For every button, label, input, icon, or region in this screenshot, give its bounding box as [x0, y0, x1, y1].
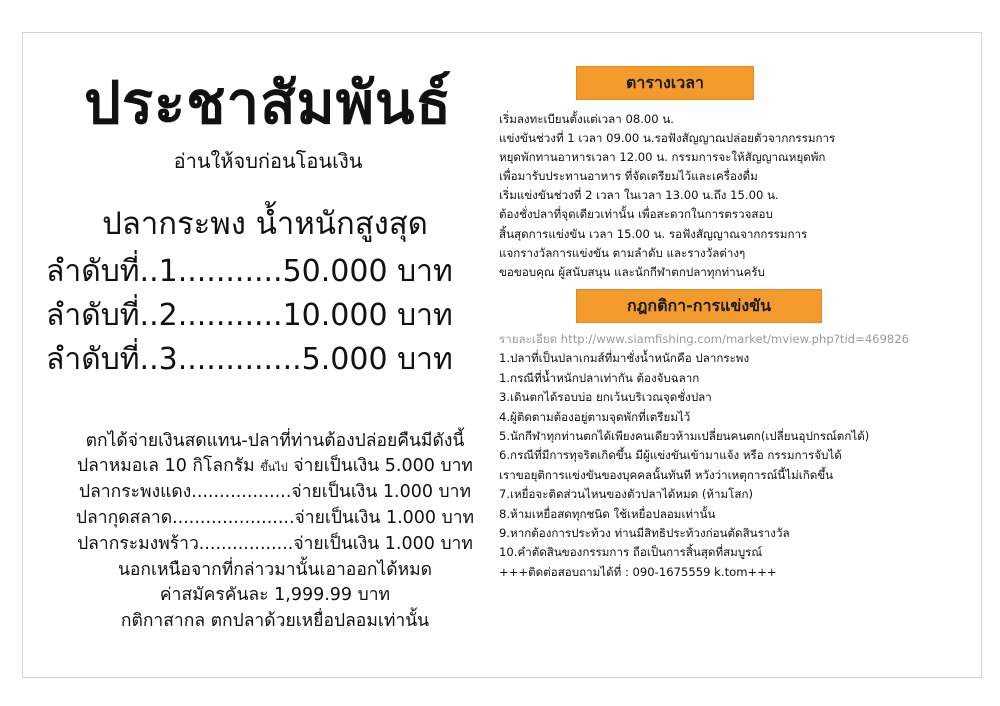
- rules-list: [499, 330, 974, 582]
- payout-1-amount: จ่ายเป็นเงิน 5.000 บาท: [293, 456, 473, 476]
- schedule-line: หยุดพักทานอาหารเวลา 12.00 น. กรรมการจะให้สัญญาณหยุดพัก: [499, 150, 826, 165]
- schedule-banner: ตารางเวลา: [576, 66, 754, 100]
- schedule-line: เริ่มแข่งขันช่วงที่ 2 เวลา ในเวลา 13.00 น.ถึง 15.00 น.: [499, 188, 779, 203]
- rules-summary: กติกาสากล ตกปลาด้วยเหยื่อปลอมเท่านั้น: [120, 611, 430, 631]
- schedule-line: ต้องชั่งปลาที่จุดเดียวเท่านั้น เพื่อสะดวกในการตรวจสอบ: [499, 207, 773, 222]
- rule-item: เราขอยุติการแข่งขันของบุคคลนั้นทันที หวังว่าเหตุการณ์นี้ไม่เกิดขึ้น: [499, 467, 834, 482]
- rule-item: 6.กรณีที่มีการทุจริตเกิดขึ้น มีผู้แข่งขันเข้ามาแจ้ง หรือ กรรมการจับได้: [499, 448, 842, 463]
- payout-1-fish: ปลาหมอเล 10 กิโลกรัม: [77, 456, 255, 476]
- page-title: ประชาสัมพันธ์: [84, 69, 452, 137]
- rule-item: 10.คำตัดสินของกรรมการ ถือเป็นการสิ้นสุดที่สมบูรณ์: [499, 545, 763, 560]
- rule-item: 8.ห้ามเหยื่อสดทุกชนิด ใช้เหยื่อปลอมเท่านั้น: [499, 506, 716, 521]
- prize-rank-2: ลำดับที่..2...........10.000 บาท: [46, 298, 453, 333]
- cash-note: ตกได้จ่ายเงินสดแทน-ปลาที่ท่านต้องปล่อยคืนมีดังนี้: [85, 431, 465, 451]
- rule-item: 9.หากต้องการประท้วง ท่านมีสิทธิประท้วงก่อนตัดสินรางวัล: [499, 526, 790, 541]
- rule-item: 4.ผู้ติดตามต้องอยู่ตามจุดพักที่เตรียมไว้: [499, 409, 691, 424]
- rule-item: 7.เหยื่อจะติดส่วนไหนของตัวปลาได้หมด (ห้ามโสก): [499, 487, 753, 502]
- schedule-line: สิ้นสุดการแข่งขัน เวลา 15.00 น. รอฟังสัญญาณจากกรรมการ: [499, 226, 808, 241]
- schedule-line: เริ่มลงทะเบียนตั้งแต่เวลา 08.00 น.: [499, 112, 674, 126]
- schedule-line: แจกรางวัลการแข่งขัน ตามลำดับ และรางวัลต่างๆ: [499, 245, 746, 260]
- schedule-line: เพื่อมารับประทานอาหาร ที่จัดเตรียมไว้และเครื่องดื่ม: [499, 169, 758, 184]
- entry-fee: ค่าสมัครคันละ 1,999.99 บาท: [159, 585, 391, 605]
- prize-headline: ปลากระพง น้ำหนักสูงสุด: [102, 206, 428, 242]
- extra-line-1: นอกเหนือจากที่กล่าวมานั้นเอาออกได้หมด: [117, 560, 433, 580]
- schedule-line: ขอขอบคุณ ผู้สนับสนุน และนักกีฬาตกปลาทุกท่านครับ: [499, 264, 765, 279]
- details-link[interactable]: รายละเอียด http://www.siamfishing.com/market/mview.php?tid=469826: [499, 332, 909, 346]
- contact-line: +++ติดต่อสอบถามได้ที่ : 090-1675559 k.tom+++: [499, 564, 777, 579]
- payout-1-qualifier: ขึ้นไป: [260, 461, 288, 474]
- rules-banner: กฎกติกา-การแข่งขัน: [576, 289, 822, 323]
- rule-item: 3.เดินตกได้รอบบ่อ ยกเว้นบริเวณจุดชั่งปลา: [499, 390, 712, 405]
- page-subtitle: อ่านให้จบก่อนโอนเงิน: [173, 149, 363, 173]
- schedule-line: แข่งขันช่วงที่ 1 เวลา 09.00 น.รอฟังสัญญาณปล่อยตัวจากกรรมการ: [499, 131, 836, 146]
- payout-line-3: ปลากุดสลาด......................จ่ายเป็นเงิน 1.000 บาท: [75, 508, 475, 528]
- prize-rank-1: ลำดับที่..1...........50.000 บาท: [46, 254, 453, 289]
- rule-item: 1.กรณีที่น้ำหนักปลาเท่ากัน ต้องจับฉลาก: [499, 370, 700, 385]
- payout-line-4: ปลากระมงพร้าว.................จ่ายเป็นเงิน 1.000 บาท: [77, 534, 473, 554]
- rule-item: 1.ปลาที่เป็นปลาเกมส์ที่มาชั่งน้ำหนักคือ ปลากระพง: [499, 351, 750, 366]
- rule-item: 5.นักกีฬาทุกท่านตกได้เพียงคนเดียวห้ามเปลี่ยนคนตก(เปลี่ยนอุปกรณ์ตกได้): [499, 429, 870, 444]
- prize-rank-3: ลำดับที่..3.............5.000 บาท: [46, 342, 453, 377]
- payout-line-1: [40, 451, 510, 479]
- payout-line-2: ปลากระพงแดง..................จ่ายเป็นเงิน 1.000 บาท: [78, 482, 472, 502]
- schedule-list: [499, 110, 969, 282]
